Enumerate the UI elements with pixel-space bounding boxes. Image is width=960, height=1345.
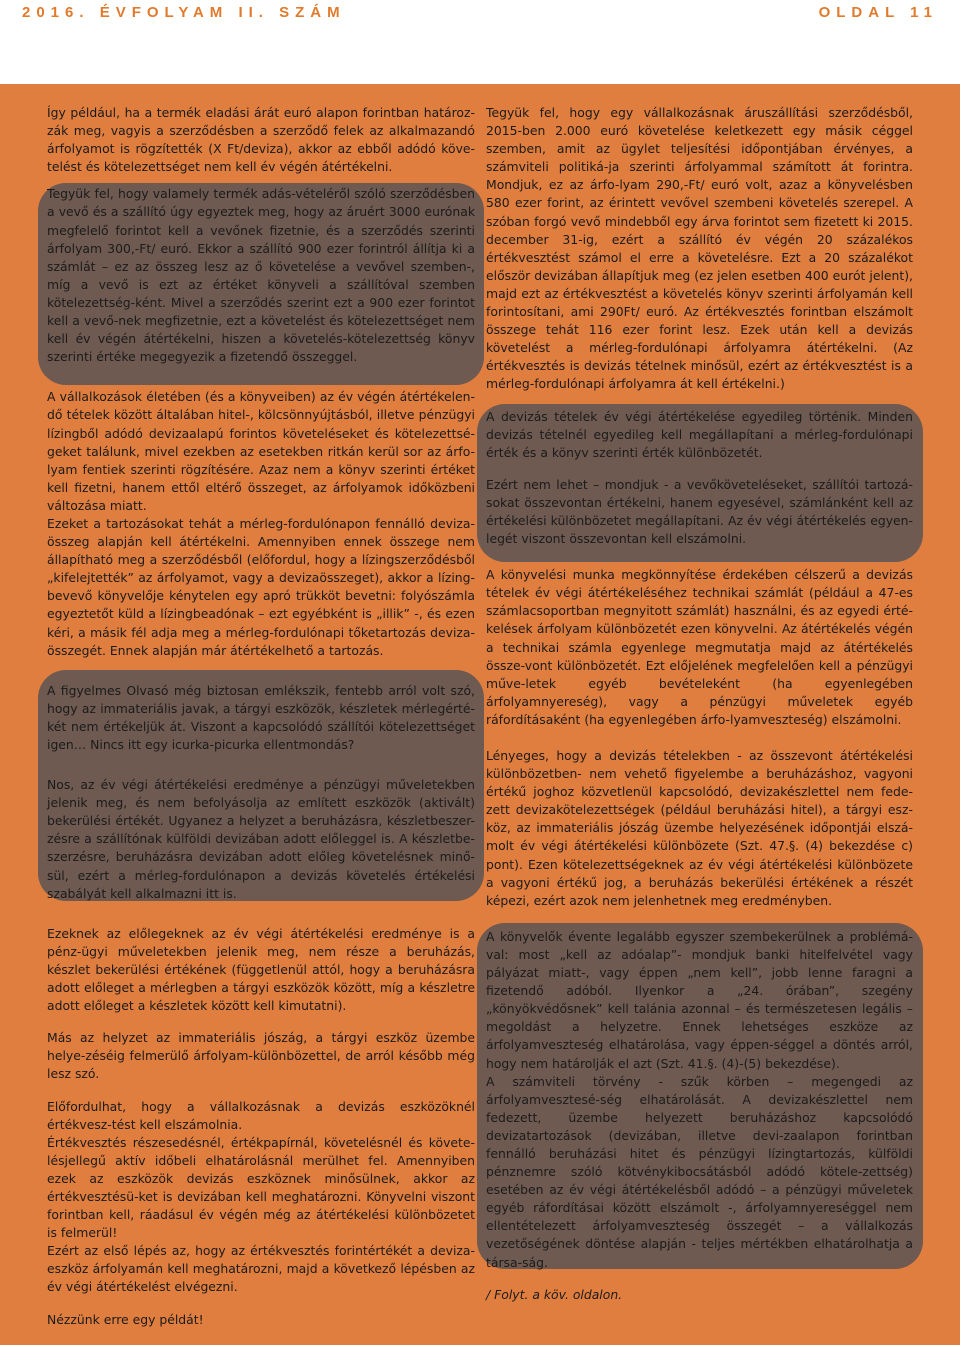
- page-header: [22, 4, 938, 26]
- left-paragraph-5: A figyelmes Olvasó még biztosan emlékszik, fentebb arról volt szó, hogy az immateriális javak, a tárgyi eszközök, készletek mérlegérté-két nem értékeljük át. Viszont a kapcsolódó szállítói kötelezettséget igen… Nincs itt egy icurka-picurka ellentmondás?: [47, 682, 475, 752]
- right-paragraph-2: A devizás tételek év végi átértékelése egyedileg történik. Minden devizás tételnél egyedileg kell megállapítani a mérleg-fordulónapi érték és a könyv szerinti érték különbözetét.: [486, 408, 913, 460]
- left-paragraph-1: Így például, ha a termék eladási árát euró alapon forintban határoz-zák meg, vagyis a szerződésben a szerződő felek az alkalmazandó árfolyamot is rögzítették (X Ft/deviza), akkor az ebből adódó köve-telést és kötelezettséget nem kell év végén átértékelni.: [47, 105, 475, 175]
- continued-note: / Folyt. a köv. oldalon.: [486, 1286, 623, 1302]
- right-paragraph-6: A könyvelők évente legalább egyszer szembekerülnek a problémá-val: most „kell az adóalap”- mondjuk banki hitelfelvétel vagy pályázat miatt-, vagy éppen „nem kell”, jobb lenne faragni a fizetendő adóból. Ilyenkor a „24. órában”, szegény „könyökvédősnek” kell talánia azonnal – és természetesen legális – megoldást a helyzetre. Ennek lehetséges eszköze az árfolyamveszteség elhatárolása, vagy éppen-séggel a döntés arról, hogy nem határolják el azt (Szt. 41.§. (4)-(5) bekezdése).: [486, 928, 913, 1071]
- left-paragraph-11: Ezért az első lépés az, hogy az értékvesztés forintértékét a deviza-eszköz árfolyamán kell meghatározni, majd a következő lépésben az év végi átértékelést elvégezni.: [47, 1243, 475, 1295]
- right-paragraph-7: A számviteli törvény - szűk körben – megengedi az árfolyamvesztesé-ség elhatárolását. A devizakészlettel nem fedezett, üzembe helyezett beruházáshoz kapcsolódó devizatartozások (devizában, illetve devi-zaalapon forintban fennálló beruházási hitet és pénzügyi lízingtartozás, külföldi pénznemre szóló kötvénykibocsátásból adódó kötele-zettség) esetében az év végi átértékelésből adódó – a pénzügyi műveletek egyéb ráfordításai között elszámolt -, árfolyamnyereséggel nem ellentételezett árfolyamveszteség összegét – a vállalkozás vezetőségének döntése alapján - teljes mértékben elhatárolhatja a társa-ság.: [486, 1073, 913, 1270]
- left-paragraph-3: A vállalkozások életében (és a könyveiben) az év végén átértékelen-dő tételek között általában hitel-, kölcsönnyújtásból, illetve pénzügyi lízingből adódó devizaalapú forintos követeléseket és kötelezettsé-geket találunk, mivel ezekben az esetekben ritkán kerül sor az árfo-lyam fentiek szerinti rögzítésére. Azaz nem a könyv szerinti értéket kell fizetni, hanem ettől eltérő összeget, az árfolyamok időközbeni változása miatt.: [47, 389, 475, 513]
- left-paragraph-2: Tegyük fel, hogy valamely termék adás-vételéről szóló szerződésben a vevő és a szállító úgy egyeztek meg, hogy az áruért 3000 eurónak megfelelő forintot kell a vevőnek fizetnie, és a szerződés szerinti árfolyam 300,-Ft/ euró. Ekkor a szállító 900 ezer forintról állítja ki a számlát – ez az összeg lesz az ő követelése a vevővel szemben-, míg a vevő is ezt az értéket könyveli a szállítóval szemben kötelezettség-ként. Mivel a szerződés szerint ezt a 900 ezer forintot kell a vevő-nek megfizetnie, ezt a követelést és kötelezettséget nem kell év végén átértékelni, hiszen a követelés-kötelezettség könyv szerinti értéke megegyezik a fizetendő összeggel.: [47, 186, 475, 365]
- left-paragraph-12: Nézzünk erre egy példát!: [47, 1311, 204, 1327]
- left-paragraph-4: Ezeket a tartozásokat tehát a mérleg-fordulónapon fennálló deviza-összeg alapján kell átértékelni. Amennyiben ennek összege nem állapítható meg a szerződésből (előfordul, hogy a lízingszerződésből „kifelejtették” az árfolyamot, vagy a devizaösszeget), akkor a lízing-bevevő könyvelője kénytelen egy apró trükköt bevetni: folyószámla egyeztetőt küld a lízingbeadónak – ezt egyébként is „illik” -, és ezen kéri, a másik fél adja meg a mérleg-fordulónapi tőketartozás deviza-összegét. Ennek alapján már átértékelhető a tartozás.: [47, 515, 475, 658]
- right-paragraph-5: Lényeges, hogy a devizás tételekben - az összevont átértékelési különbözetben- nem vehető figyelembe a beruházáshoz, vagyoni értékű joghoz közvetlenül kapcsolódó, devizakészlettel nem fede-zett devizakötelezettségek (például beruházási hitel), a tárgyi esz-köz, az immateriális jószág üzembe helyezésének időpontjái elszá-molt év végi átértékelési különbözete (Szt. 47.§. (4) bekezdése c) pont). Ezen kötelezettségeknek az év végi átértékelési különbözete a vagyoni értékű jog, a beruházás bekerülési értékének a részét képezi, ezért azok nem jelenhetnek meg eredményben.: [486, 748, 913, 908]
- left-paragraph-10: Értékvesztés részesedésnél, értékpapírnál, követelésnél és követe-lésjellegű aktív időbeli elhatárolásnál merülhet fel. Amennyiben ezek az eszközök devizás eszköznek minősülnek, akkor az értékvesztésü-ket is devizában kell meghatározni. Könyvelni viszont forintban kell, ráadásul év végén még az átértékelési különbözetet is felmerül!: [47, 1134, 475, 1241]
- left-column: [47, 104, 475, 1329]
- left-paragraph-6: Nos, az év végi átértékelési eredménye a pénzügyi műveletekben jelenik meg, és nem befolyásolja az említett eszközök (aktivált) bekerülési értékét. Ugyanez a helyzet a beruházásra, készletbeszer-zésre a szállítónak külföldi devizában adott előleggel is. A készletbe-szerzésre, beruházásra devizában adott előleg követelésnek minő-sül, ezért a mérleg-fordulónapon a devizás követelés értékelési szabályát kell alkalmazni itt is.: [47, 777, 475, 901]
- right-paragraph-1: Tegyük fel, hogy egy vállalkozásnak áruszállítási szerződésből, 2015-ben 2.000 euró követelése keletkezett egy másik céggel szemben, amit az ügylet teljesítési időpontjában érvényes, a számviteli politiká-ja szerinti árfolyammal számított át forintra. Mondjuk, ez az árfo-lyam 290,-Ft/ euró volt, azaz a könyvelésben 580 ezer forint, az érintett vevővel szembeni követelés szerepel. A szóban forgó vevő mindebből egy árva forintot sem fizetett ki 2015. december 31-ig, ezért a szállító év végén 20 százalékos értékvesztést számol el erre a követelésre. Ezt a 20 százalékot először devizában állapítjuk meg (ez jelen esetben 400 eurót jelent), majd ezt az értékvesztést a követelés könyv szerinti árfolyamán kell forintosítani, ami 290Ft/ euró. Az értékvesztés forintban elszámolt összege tehát 116 ezer forint lesz. Ezek után kell a devizás követelést a mérleg-fordulónapi árfolyamra átértékelni. (Az értékvesztés is devizás tételnek minősül, ezért az értékvesztést is a mérleg-fordulónapi árfolyamra át kell értékelni.): [486, 105, 913, 392]
- left-paragraph-9: Előfordulhat, hogy a vállalkozásnak a devizás eszközöknél értékvesz-tést kell elszámolnia.: [47, 1098, 475, 1132]
- right-paragraph-3: Ezért nem lehet – mondjuk - a vevőköveteléseket, szállítói tartozá-sokat összevontan értékelni, hanem egyesével, számlánként kell az értékelési különbözetet megállapítani. Az év végi átértékelés egyen-legét viszont összevontan kell elszámolni.: [486, 476, 913, 547]
- issue-label: 2016. ÉVFOLYAM II. SZÁM: [22, 4, 346, 21]
- right-paragraph-4: A könyvelési munka megkönnyítése érdekében célszerű a devizás tételek év végi átértékeléséhez technikai számlát (például a 47-es számlacsoportban megnyitott számlát) használni, és az egyedi érté-kelések árfolyam különbözetét ezen könyvelni. Az átértékelés végén a technikai számla egyenlege megmutatja majd az átértékelés össze-vont különbözetét. Ezt előjelének megfelelően kell a pénzügyi műve-letek egyéb bevételeként (ha egyenlegében árfolyamnyereség), vagy a pénzügyi műveletek egyéb ráfordításaként (ha egyenlegében árfo-lyamveszteség) elszámolni.: [486, 567, 913, 727]
- page-number: OLDAL 11: [818, 4, 938, 21]
- right-column: [486, 104, 913, 1304]
- left-paragraph-8: Más az helyzet az immateriális jószág, a tárgyi eszköz üzembe helye-zéséig felmerülő árfolyam-különbözettel, de arról később még lesz szó.: [47, 1030, 475, 1082]
- left-paragraph-7: Ezeknek az előlegeknek az év végi átértékelési eredménye is a pénz-ügyi műveletekben jelenik meg, nem része a beruházás, készlet bekerülési értékének (függetlenül attól, hogy a beruházásra adott előleget a mérlegben a tárgyi eszközök között, míg a készletre adott előleget a készletek között kell kimutatni).: [47, 925, 475, 1014]
